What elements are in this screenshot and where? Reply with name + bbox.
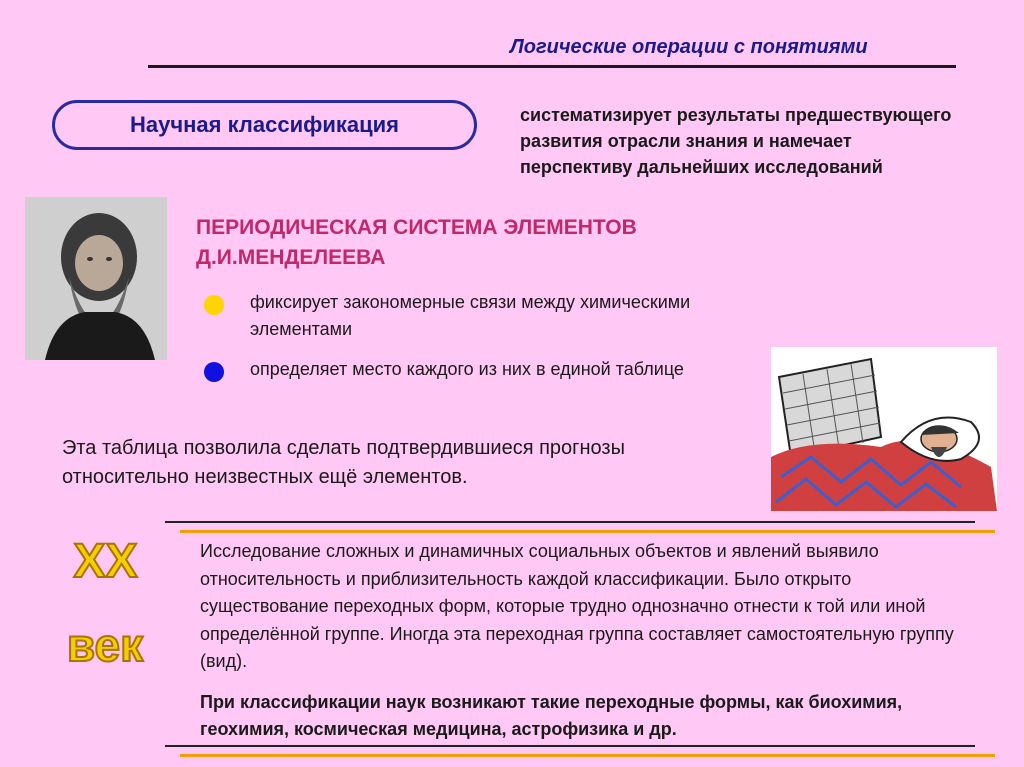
bullet-text: определяет место каждого из них в единой таблице (250, 359, 684, 379)
term-label: Научная классификация (130, 112, 399, 137)
mendeleev-portrait (25, 197, 167, 360)
slide-header: Логические операции с понятиями (510, 36, 868, 58)
sleeping-chemist-illustration (771, 347, 997, 511)
twentieth-century-bold-text: При классификации наук возникают такие переходные формы, как биохимия, геохимия, космическая медицина, астрофизика и др. (200, 692, 903, 739)
yellow-bullet-icon (204, 295, 224, 315)
periodic-table-title (196, 213, 776, 273)
bullet-item-2 (204, 356, 724, 412)
section-divider-top (165, 521, 975, 523)
section-divider-bottom-accent (180, 754, 995, 757)
title-line-2: Д.И.МЕНДЕЛЕЕВА (196, 246, 386, 269)
century-label-vek: век (66, 619, 144, 671)
term-definition: систематизирует результаты предшествующего развития отрасли знания и намечает перспективу дальнейших исследований (520, 105, 952, 177)
century-label-xx: XX (73, 535, 138, 588)
title-line-1: ПЕРИОДИЧЕСКАЯ СИСТЕМА ЭЛЕМЕНТОВ (196, 216, 637, 239)
twentieth-century-text: Исследование сложных и динамичных социальных объектов и явлений выявило относительность и приблизительность каждой классификации. Было открыто существование переходных форм, которые трудно однозначно отнести к той или иной определённой группе. Иногда эта переходная группа составляет самостоятельную группу (вид). (200, 541, 954, 671)
section-divider-bottom (165, 745, 975, 747)
term-box (52, 100, 477, 150)
conclusion-text: Эта таблица позволила сделать подтвердившиеся прогнозы относительно неизвестных ещё элементов. (62, 437, 625, 488)
blue-bullet-icon (204, 362, 224, 382)
section-divider-accent (180, 530, 995, 533)
bullet-text: фиксирует закономерные связи между химическими элементами (250, 292, 691, 339)
header-divider (148, 65, 956, 68)
bullet-item-1 (204, 289, 724, 345)
